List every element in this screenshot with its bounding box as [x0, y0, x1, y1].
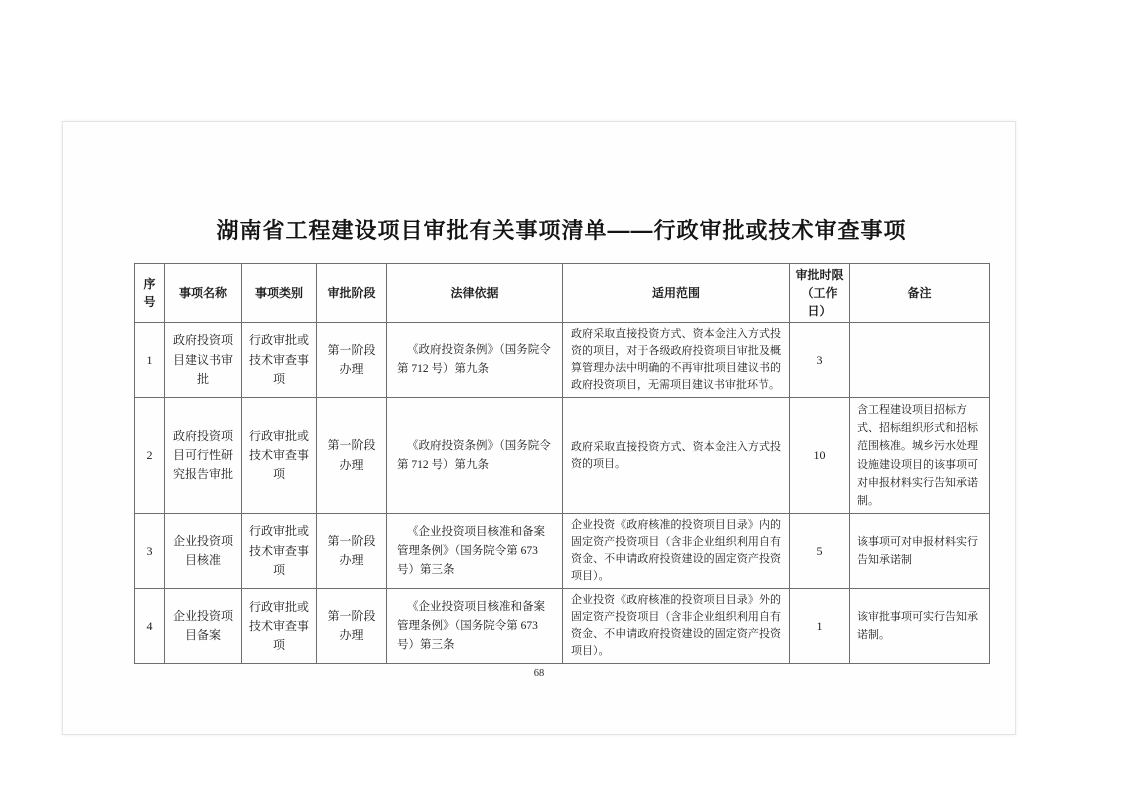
row-seq: 3 [135, 514, 165, 589]
table-row [135, 323, 990, 398]
row-item-name: 政府投资项目建议书审批 [165, 323, 242, 398]
header-remarks: 备注 [850, 264, 990, 323]
row-category: 行政审批或技术审查事项 [242, 514, 317, 589]
row-seq: 2 [135, 398, 165, 514]
row-remarks: 含工程建设项目招标方式、招标组织形式和招标范围核准。城乡污水处理设施建设项目的该事项可对申报材料实行告知承诺制。 [850, 398, 990, 514]
header-time-limit: 审批时限（工作日） [790, 264, 850, 323]
row-seq: 4 [135, 589, 165, 664]
row-remarks [850, 323, 990, 398]
page-title: 湖南省工程建设项目审批有关事项清单——行政审批或技术审查事项 [216, 218, 907, 243]
document-page [62, 121, 1016, 735]
row-item-name: 企业投资项目核准 [165, 514, 242, 589]
row-stage: 第一阶段办理 [317, 589, 387, 664]
row-seq: 1 [135, 323, 165, 398]
row-scope: 企业投资《政府核准的投资项目目录》外的固定资产投资项目（含非企业组织利用自有资金、不申请政府投资建设的固定资产投资项目）。 [563, 589, 790, 664]
row-category: 行政审批或技术审查事项 [242, 589, 317, 664]
header-item-name: 事项名称 [165, 264, 242, 323]
row-stage: 第一阶段办理 [317, 398, 387, 514]
row-time-limit: 10 [790, 398, 850, 514]
header-legal-basis: 法律依据 [387, 264, 563, 323]
row-time-limit: 3 [790, 323, 850, 398]
row-time-limit: 5 [790, 514, 850, 589]
table-row [135, 589, 990, 664]
page-number: 68 [533, 668, 545, 679]
row-stage: 第一阶段办理 [317, 323, 387, 398]
row-legal-basis: 《政府投资条例》（国务院令第 712 号）第九条 [387, 398, 563, 514]
row-scope: 政府采取直接投资方式、资本金注入方式投资的项目。 [563, 398, 790, 514]
table-row [135, 398, 990, 514]
table-body [135, 323, 990, 664]
row-stage: 第一阶段办理 [317, 514, 387, 589]
header-category: 事项类别 [242, 264, 317, 323]
header-seq: 序号 [135, 264, 165, 323]
row-category: 行政审批或技术审查事项 [242, 323, 317, 398]
row-legal-basis: 《企业投资项目核准和备案管理条例》（国务院令第 673 号）第三条 [387, 589, 563, 664]
row-scope: 政府采取直接投资方式、资本金注入方式投资的项目，对于各级政府投资项目审批及概算管理办法中明确的不再审批项目建议书的政府投资项目，无需项目建议书审批环节。 [563, 323, 790, 398]
header-stage: 审批阶段 [317, 264, 387, 323]
row-remarks: 该审批事项可实行告知承诺制。 [850, 589, 990, 664]
approval-items-table [134, 263, 990, 664]
row-item-name: 企业投资项目备案 [165, 589, 242, 664]
row-legal-basis: 《政府投资条例》（国务院令第 712 号）第九条 [387, 323, 563, 398]
row-category: 行政审批或技术审查事项 [242, 398, 317, 514]
header-scope: 适用范围 [563, 264, 790, 323]
row-legal-basis: 《企业投资项目核准和备案管理条例》（国务院令第 673 号）第三条 [387, 514, 563, 589]
row-time-limit: 1 [790, 589, 850, 664]
row-remarks: 该事项可对申报材料实行告知承诺制 [850, 514, 990, 589]
row-scope: 企业投资《政府核准的投资项目目录》内的固定资产投资项目（含非企业组织利用自有资金、不申请政府投资建设的固定资产投资项目）。 [563, 514, 790, 589]
row-item-name: 政府投资项目可行性研究报告审批 [165, 398, 242, 514]
table-row [135, 514, 990, 589]
table-header-row [135, 264, 990, 323]
